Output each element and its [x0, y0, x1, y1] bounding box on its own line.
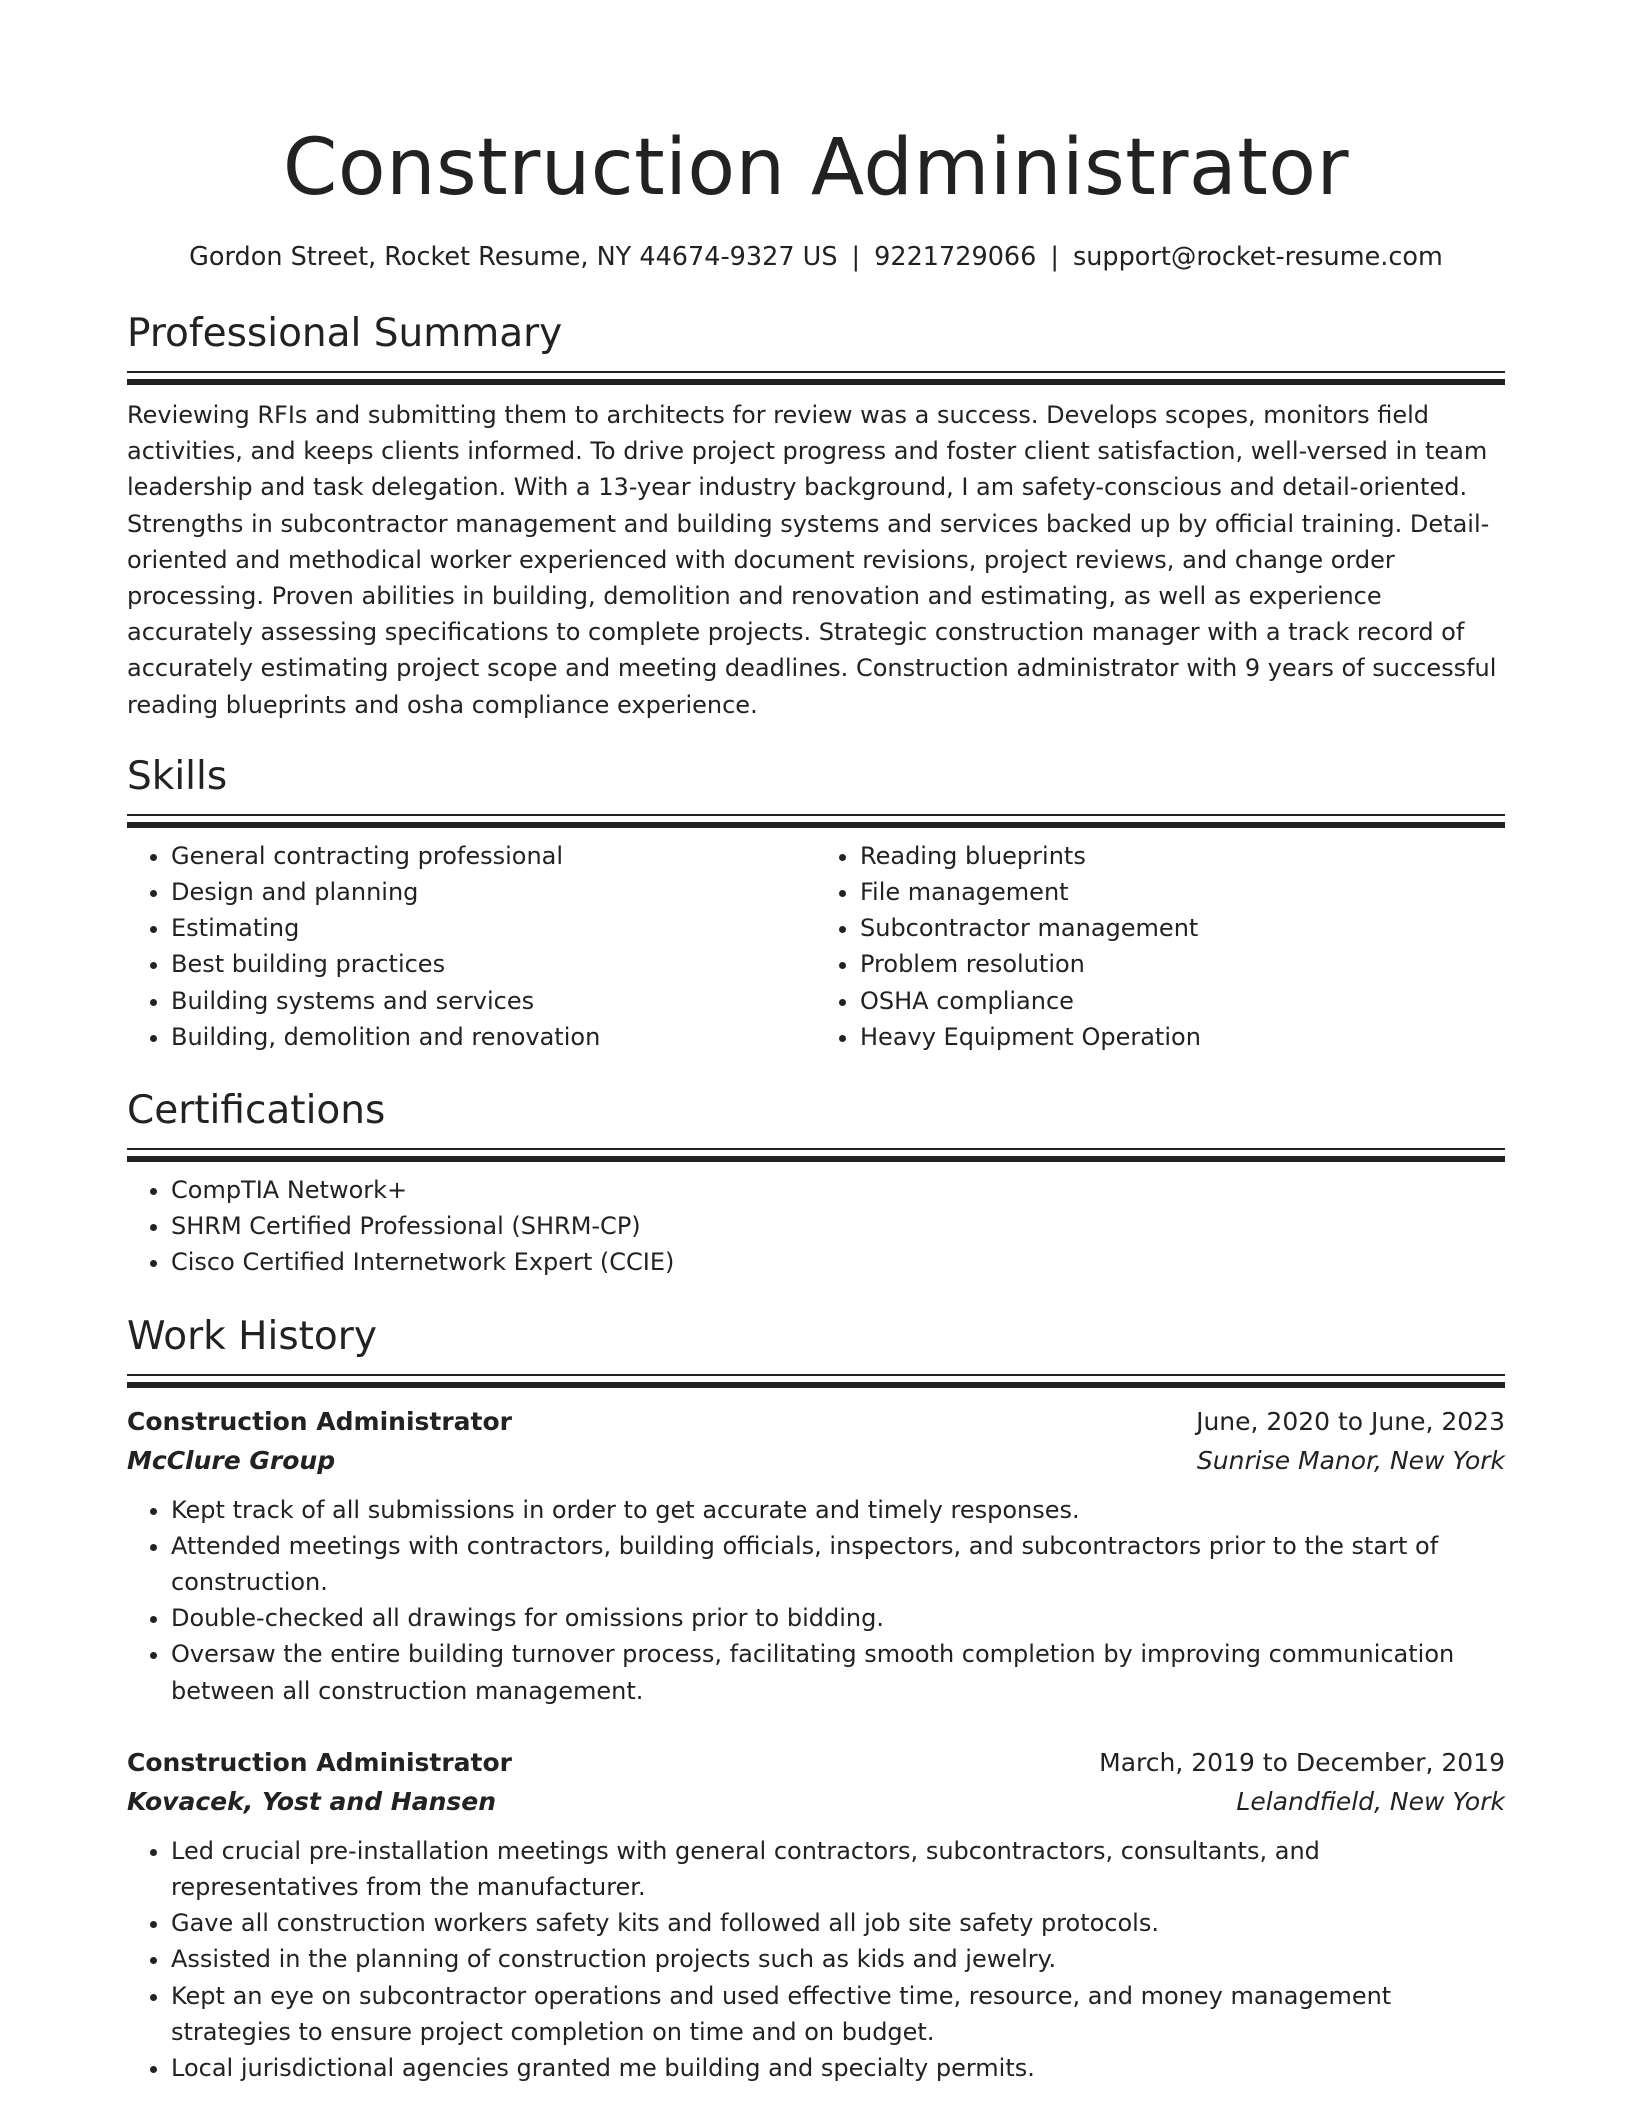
certification-item: • SHRM Certified Professional (SHRM-CP) — [171, 1208, 1505, 1244]
skill-item: • Estimating — [171, 910, 816, 946]
job-entry — [127, 1402, 1505, 1709]
contact-separator: | — [1050, 242, 1059, 272]
section-divider — [127, 814, 1505, 828]
job-bullet: • Double-checked all drawings for omissions prior to bidding. — [171, 1600, 1505, 1636]
skills-heading: Skills — [127, 753, 228, 799]
job-company-row — [127, 1441, 1505, 1480]
page-title: Construction Administrator — [282, 123, 1350, 213]
certification-item: • CompTIA Network+ — [171, 1172, 1505, 1208]
job-bullet: • Oversaw the entire building turnover process, facilitating smooth completion by improving communication between all construction management. — [171, 1636, 1505, 1708]
job-bullet: • Kept an eye on subcontractor operations and used effective time, resource, and money management strategies to ensure project completion on time and on budget. — [171, 1978, 1505, 2050]
job-dates: June, 2020 to June, 2023 — [1196, 1406, 1505, 1436]
skill-item: • Heavy Equipment Operation — [860, 1019, 1505, 1055]
job-header-row — [127, 1743, 1505, 1782]
job-title: Construction Administrator — [127, 1406, 513, 1436]
contact-address: Gordon Street, Rocket Resume, NY 44674-9327 US — [189, 242, 838, 272]
job-bullets — [127, 1833, 1505, 2086]
job-dates: March, 2019 to December, 2019 — [1099, 1747, 1505, 1777]
contact-line — [127, 240, 1505, 274]
skill-item: • Building systems and services — [171, 983, 816, 1019]
skills-section — [127, 751, 1505, 1055]
skill-item: • File management — [860, 874, 1505, 910]
skill-item: • OSHA compliance — [860, 983, 1505, 1019]
work-history-section — [127, 1311, 1505, 2087]
skills-list-right — [816, 838, 1505, 1055]
contact-phone: 9221729066 — [874, 242, 1037, 272]
summary-section — [127, 308, 1505, 723]
skill-item: • Subcontractor management — [860, 910, 1505, 946]
job-location: Lelandfield, New York — [1236, 1786, 1505, 1816]
summary-heading: Professional Summary — [127, 311, 563, 356]
summary-text: Reviewing RFIs and submitting them to architects for review was a success. Develops scopes, monitors field activities, and keeps clients informed. To drive project progress and foster client satisfaction, well-versed in team leadership and task delegation. With a 13-year industry background, I am safety-conscious and detail-oriented. Strengths in subcontractor management and building systems and services backed up by official training. Detail-oriented and methodical worker experienced with document revisions, project reviews, and change order processing. Proven abilities in building, demolition and renovation and estimating, as well as experience accurately assessing specifications to complete projects. Strategic construction manager with a track record of accurately estimating project scope and meeting deadlines. Construction administrator with 9 years of successful reading blueprints and osha compliance experience. — [127, 401, 1497, 719]
section-divider — [127, 1148, 1505, 1162]
job-location: Sunrise Manor, New York — [1196, 1445, 1505, 1475]
work-history-heading: Work History — [127, 1313, 377, 1359]
skill-item: • Building, demolition and renovation — [171, 1019, 816, 1055]
skill-item: • Design and planning — [171, 874, 816, 910]
job-entry — [127, 1743, 1505, 2086]
skill-item: • Best building practices — [171, 946, 816, 982]
section-divider — [127, 1374, 1505, 1388]
job-bullets — [127, 1492, 1505, 1709]
contact-separator: | — [851, 242, 861, 272]
skill-item: • Problem resolution — [860, 946, 1505, 982]
section-divider — [127, 371, 1505, 385]
job-bullet: • Local jurisdictional agencies granted me building and specialty permits. — [171, 2050, 1505, 2086]
skill-item: • General contracting professional — [171, 838, 816, 874]
job-header-row — [127, 1402, 1505, 1441]
certifications-section — [127, 1085, 1505, 1281]
skill-item: • Reading blueprints — [860, 838, 1505, 874]
skills-columns — [127, 838, 1505, 1055]
certification-item: • Cisco Certified Internetwork Expert (CCIE) — [171, 1244, 1505, 1280]
job-bullet: • Gave all construction workers safety kits and followed all job site safety protocols. — [171, 1905, 1505, 1941]
job-bullet: • Assisted in the planning of construction projects such as kids and jewelry. — [171, 1941, 1505, 1977]
job-bullet: • Attended meetings with contractors, building officials, inspectors, and subcontractors prior to the start of construction. — [171, 1528, 1505, 1600]
job-bullet: • Led crucial pre-installation meetings with general contractors, subcontractors, consultants, and representatives from the manufacturer. — [171, 1833, 1505, 1905]
job-company-row — [127, 1782, 1505, 1821]
job-company: Kovacek, Yost and Hansen — [127, 1786, 497, 1816]
skills-list-left — [127, 838, 816, 1055]
certifications-list — [127, 1172, 1505, 1281]
certifications-heading: Certifications — [127, 1088, 386, 1134]
job-bullet: • Kept track of all submissions in order to get accurate and timely responses. — [171, 1492, 1505, 1528]
job-title: Construction Administrator — [127, 1747, 513, 1777]
contact-email: support@rocket-resume.com — [1072, 242, 1443, 272]
job-company: McClure Group — [127, 1445, 336, 1475]
